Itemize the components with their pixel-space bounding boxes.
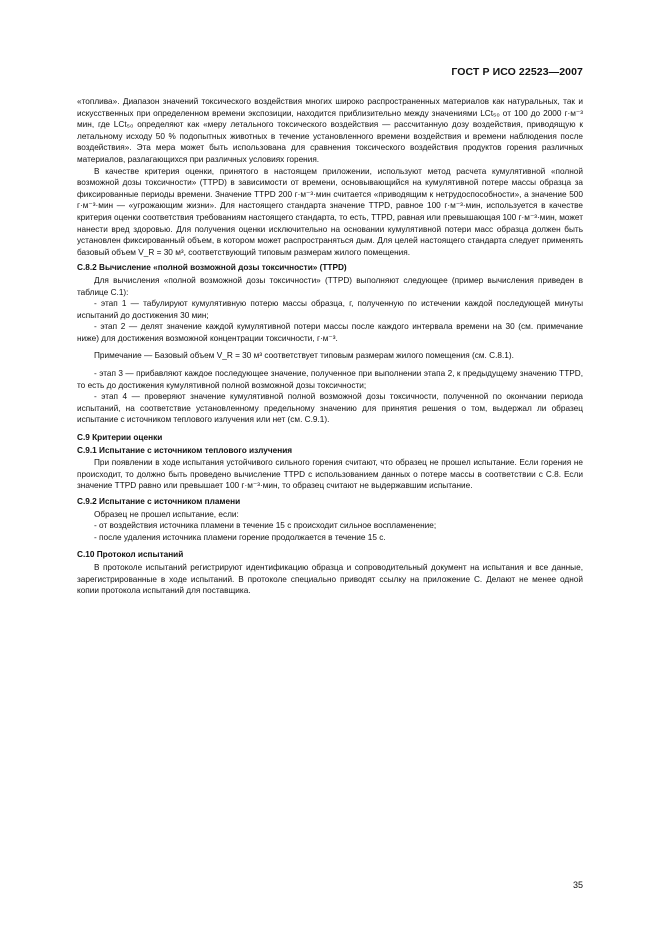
document-header: ГОСТ Р ИСО 22523—2007 (451, 66, 583, 78)
section-heading-c-9-1: C.9.1 Испытание с источником теплового излучения (77, 445, 293, 455)
note-base-volume: Примечание — Базовый объем V_R = 30 м³ соответствует типовым размерам жилого помещения (см. C.8.1). (94, 351, 514, 361)
list-item-step-4: - этап 4 — проверяют значение кумулятивной полной возможной дозы токсичности, полученной по окончании периода испытаний, на соответствие установленному предельному значению для принятия решения о том, выдержал ли образец испытание с источником теплового излучения или нет (см. C.9.1). (77, 392, 583, 425)
section-heading-c-9: C.9 Критерии оценки (77, 433, 163, 443)
paragraph-test-report: В протоколе испытаний регистрируют идентификацию образца и сопроводительный документ на испытания и все данные, зарегистрированные в ходе испытаний. В протоколе специально приводят ссылку на приложение C. Делают не менее одной копии протокола испытаний для поставщика. (77, 562, 583, 596)
paragraph-ttpd-calculation-intro: Для вычисления «полной возможной дозы токсичности» (TTPD) выполняют следующее (пример вычисления приведен в таблице C.1): (77, 275, 583, 297)
paragraph-flame-test-intro: Образец не прошел испытание, если: (94, 509, 239, 519)
list-item-flame-ignition: - от воздействия источника пламени в течение 15 с происходит сильное воспламенение; (94, 521, 437, 531)
list-item-flame-after-removal: - после удаления источника пламени горение продолжается в течение 15 с. (94, 532, 386, 542)
document-body (77, 96, 583, 597)
paragraph-ttpd-criterion: В качестве критерия оценки, принятого в настоящем приложении, используют метод расчета кумулятивной «полной возможной дозы токсичности» (TTPD) в зависимости от времени, основывающийся на кумулятивной потере массы образца за фиксированные периоды времени. Значение TTPD 200 г·м⁻³·мин считается «приводящим к нетрудоспособности», а значение 500 г·м⁻³·мин — «угрожающим жизни». Для настоящего стандарта значение TTPD, равное 100 г·м⁻³·мин, используется в качестве критерия оценки соответствия требованиям настоящего стандарта, то есть, TTPD, равная или превышающая 100 г·м⁻³·мин, может нанести вред здоровью. Для получения оценки исключительно на основании кумулятивной потери масс образца должен быть установлен фиксированный объем, в котором может распространяться дым. Для целей настоящего стандарта следует применять базовый объем V_R = 30 м³, соответствующий типовым размерам жилого помещения. (77, 166, 583, 257)
section-heading-c-10: C.10 Протокол испытаний (77, 550, 184, 560)
paragraph-toxicity-range: «топлива». Диапазон значений токсического воздействия многих широко распространенных материалов как натуральных, так и искусственных при определенном времени экспозиции, находится приблизительно между значениями LCt₅₀ от 100 до 2000 г·м⁻³ мин, где LCt₅₀ определяют как «меру летального токсического воздействия — рассчитанную дозу воздействия, приводящую к летальному исходу 50 % подопытных животных в течение установленного времени воздействия и времени наблюдения после воздействия». Эта мера может быть использована для сравнения токсического воздействия продуктов горения различных материалов, разлагающихся при различных условиях горения. (77, 97, 583, 164)
section-heading-c-8-2: C.8.2 Вычисление «полной возможной дозы токсичности» (TTPD) (77, 263, 347, 273)
list-item-step-1: - этап 1 — табулируют кумулятивную потерю массы образца, г, полученную по истечении каждой последующей минуты испытаний до достижения 30 мин; (77, 299, 583, 320)
section-heading-c-9-2: C.9.2 Испытание с источником пламени (77, 497, 241, 506)
list-item-step-2: - этап 2 — делят значение каждой кумулятивной потери массы после каждого интервала времени на 30 (см. примечание ниже) для достижения возможной концентрации токсичности, г·м⁻³. (77, 322, 583, 343)
paragraph-thermal-test: При появлении в ходе испытания устойчивого сильного горения считают, что образец не прошел испытание. Если горения не происходит, то должно быть проведено вычисление TTPD с использованием данных о потере массы в соответствии с C.8. Если значение TTPD равно или превышает 100 г·м⁻³·мин, то образец считают не выдержавшим испытание. (77, 458, 583, 491)
page-number: 35 (572, 880, 583, 890)
list-item-step-3: - этап 3 — прибавляют каждое последующее значение, полученное при выполнении этапа 2, к предыдущему значению TTPD, то есть до достижения кумулятивной полной возможной дозы токсичности; (77, 369, 583, 390)
